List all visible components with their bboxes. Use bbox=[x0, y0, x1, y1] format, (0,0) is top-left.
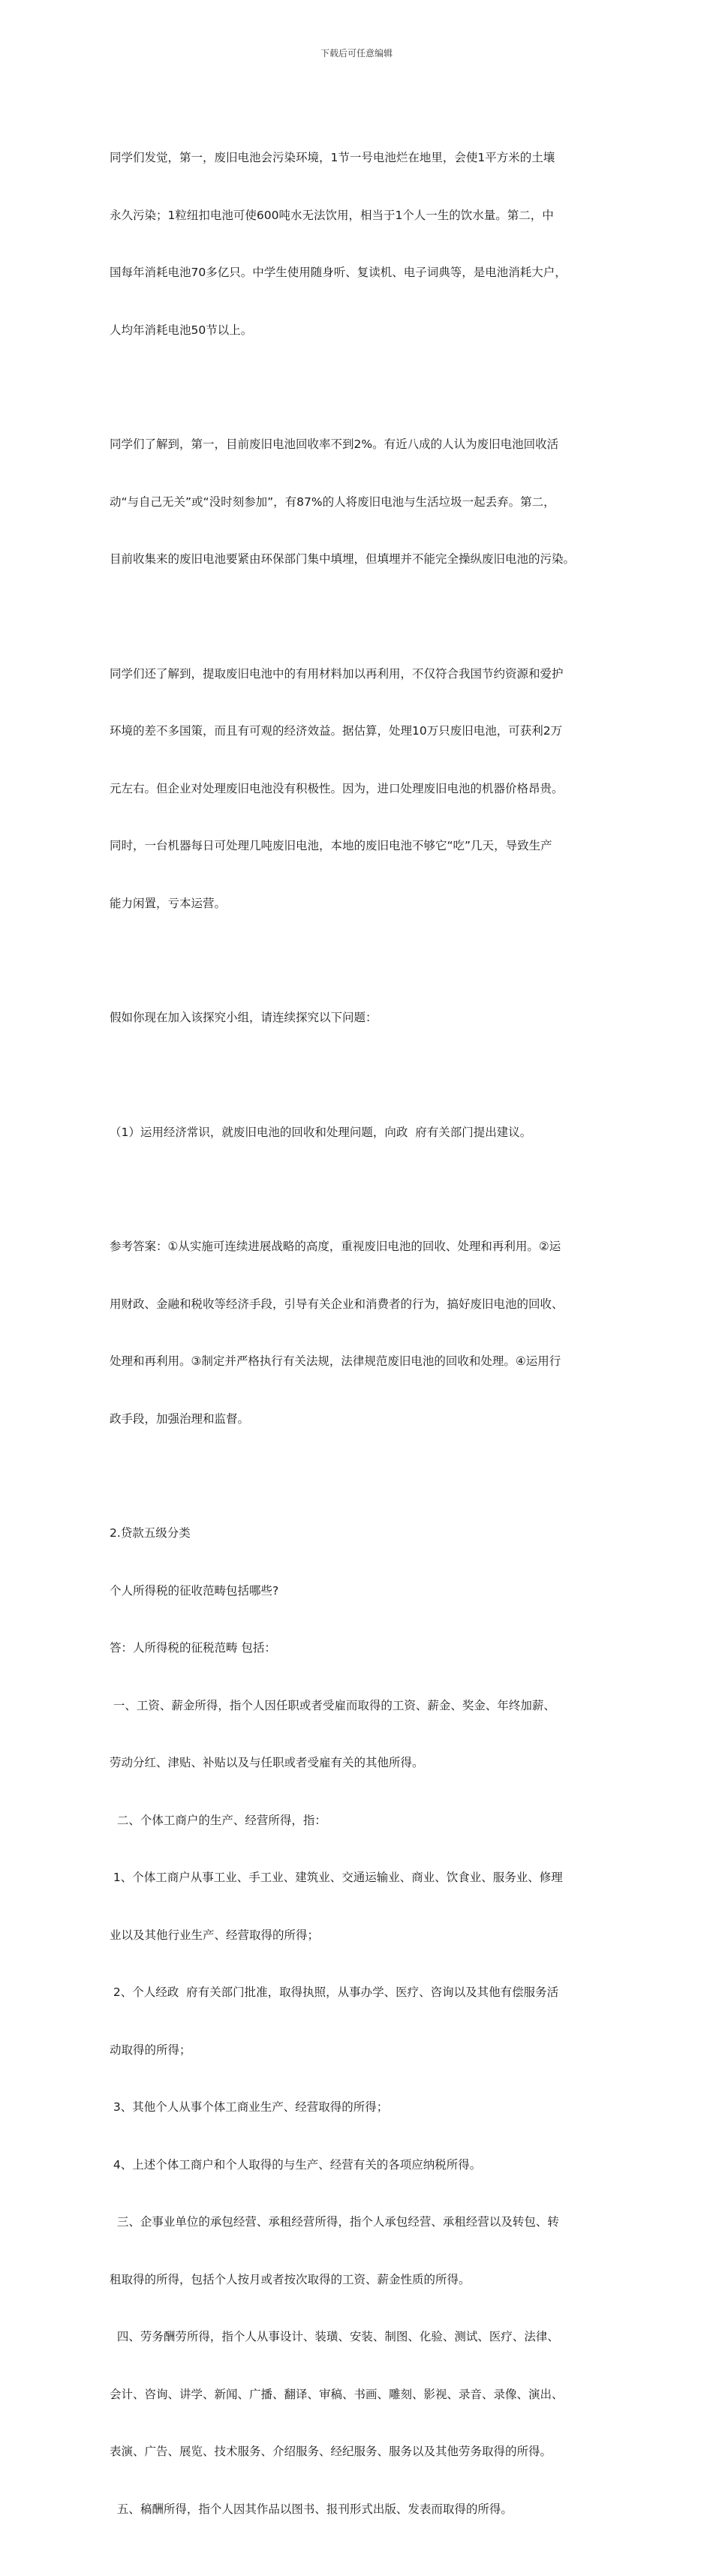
text-line: 同学们了解到，第一，目前废旧电池回收率不到2%。有近八成的人认为废旧电池回收活 bbox=[110, 437, 559, 451]
text-line: 用财政、金融和税收等经济手段，引导有关企业和消费者的行为，搞好废旧电池的回收、 bbox=[110, 1297, 564, 1311]
text-line: 参考答案：①从实施可连续进展战略的高度，重视废旧电池的回收、处理和再利用。②运 bbox=[110, 1240, 561, 1253]
text-line: 同学们还了解到，提取废旧电池中的有用材料加以再利用，不仅符合我国节约资源和爱护 bbox=[110, 666, 564, 681]
question-line: 个人所得税的征收范畴包括哪些? bbox=[110, 1583, 279, 1598]
text-line: 业以及其他行业生产、经营取得的所得； bbox=[110, 1928, 320, 1942]
text-line: 一、工资、薪金所得，指个人因任职或者受雇而取得的工资、薪金、奖金、年终加薪、 bbox=[110, 1698, 555, 1712]
text-line: 同时，一台机器每日可处理几吨废旧电池，本地的废旧电池不够它“吃”几天，导致生产 bbox=[110, 839, 552, 852]
text-line: 会计、咨询、讲学、新闻、广播、翻译、审稿、书画、雕刻、影视、录音、录像、演出、 bbox=[110, 2387, 564, 2401]
document-body bbox=[110, 110, 611, 2576]
text-line: 能力闲置，亏本运营。 bbox=[110, 896, 227, 910]
text-line: 3、其他个人从事个体工商业生产、经营取得的所得； bbox=[110, 2100, 389, 2114]
paragraph-recycling-rate bbox=[110, 397, 611, 608]
paragraph-economic-benefit bbox=[110, 627, 611, 952]
answer-intro-line: 答：人所得税的征税范畴 包括： bbox=[110, 1641, 276, 1655]
text-line: 处理和再利用。③制定并严格执行有关法规，法律规范废旧电池的回收和处理。④运用行 bbox=[110, 1354, 561, 1368]
text-line: 四、劳务酬劳所得，指个人从事设计、装璜、安装、制图、化验、测试、医疗、法律、 bbox=[110, 2330, 559, 2343]
text-line: 假如你现在加入该探究小组，请连续探究以下问题： bbox=[110, 1011, 378, 1024]
paragraph-question bbox=[110, 1085, 611, 1181]
text-line: 环境的差不多国策，而且有可观的经济效益。据估算，处理10万只废旧电池，可获利2万 bbox=[110, 724, 563, 738]
page-header: 下载后可任意编辑 bbox=[320, 48, 393, 59]
text-line: 三、企事业单位的承包经营、承租经营所得，指个人承包经营、承租经营以及转包、转 bbox=[110, 2215, 559, 2229]
text-line: 二、个体工商户的生产、经营所得，指： bbox=[110, 1813, 326, 1827]
text-line: 五、稿酬所得，指个人因其作品以图书、报刊形式出版、发表而取得的所得。 bbox=[110, 2502, 513, 2516]
text-line: 1、个体工商户从事工业、手工业、建筑业、交通运输业、商业、饮食业、服务业、修理 bbox=[110, 1871, 563, 1884]
text-line: 动“与自己无关”或“没时刻参加”，有87%的人将废旧电池与生活垃圾一起丢弃。第二， bbox=[110, 494, 555, 509]
text-line: 表演、广告、展览、技术服务、介绍服务、经纪服务、服务以及其他劳务取得的所得。 bbox=[110, 2445, 552, 2458]
text-line: 人均年消耗电池50节以上。 bbox=[110, 323, 253, 337]
text-line: 2、个人经政 府有关部门批准，取得执照，从事办学、医疗、咨询以及其他有偿服务活 bbox=[110, 1985, 559, 1999]
paragraph-tax-section bbox=[110, 1486, 611, 2557]
text-line: 劳动分红、津贴、补贴以及与任职或者受雇有关的其他所得。 bbox=[110, 1756, 424, 1769]
text-line: 元左右。但企业对处理废旧电池没有积极性。因为，进口处理废旧电池的机器价格昂贵。 bbox=[110, 781, 564, 795]
text-line: 同学们发觉，第一，废旧电池会污染环境，1节一号电池烂在地里，会使1平方米的土壤 bbox=[110, 151, 555, 164]
text-line: 国每年消耗电池70多亿只。中学生使用随身听、复读机、电子词典等，是电池消耗大户， bbox=[110, 266, 567, 279]
text-line: 租取得的所得，包括个人按月或者按次取得的工资、薪金性质的所得。 bbox=[110, 2272, 471, 2286]
text-line: 动取得的所得； bbox=[110, 2042, 191, 2057]
paragraph-prompt bbox=[110, 970, 611, 1066]
text-line: （1）运用经济常识，就废旧电池的回收和处理问题，向政 府有关部门提出建议。 bbox=[110, 1125, 532, 1139]
paragraph-pollution bbox=[110, 110, 611, 378]
section-heading: 2.贷款五级分类 bbox=[110, 1526, 191, 1540]
text-line: 政手段，加强治理和监督。 bbox=[110, 1411, 250, 1426]
text-line: 4、上述个体工商户和个人取得的与生产、经营有关的各项应纳税所得。 bbox=[110, 2157, 482, 2172]
paragraph-answer bbox=[110, 1199, 611, 1467]
text-line: 永久污染；1粒纽扣电池可使600吨水无法饮用，相当于1个人一生的饮水量。第二，中 bbox=[110, 208, 554, 222]
text-line: 目前收集来的废旧电池要紧由环保部门集中填埋，但填埋并不能完全操纵废旧电池的污染。 bbox=[110, 552, 576, 566]
